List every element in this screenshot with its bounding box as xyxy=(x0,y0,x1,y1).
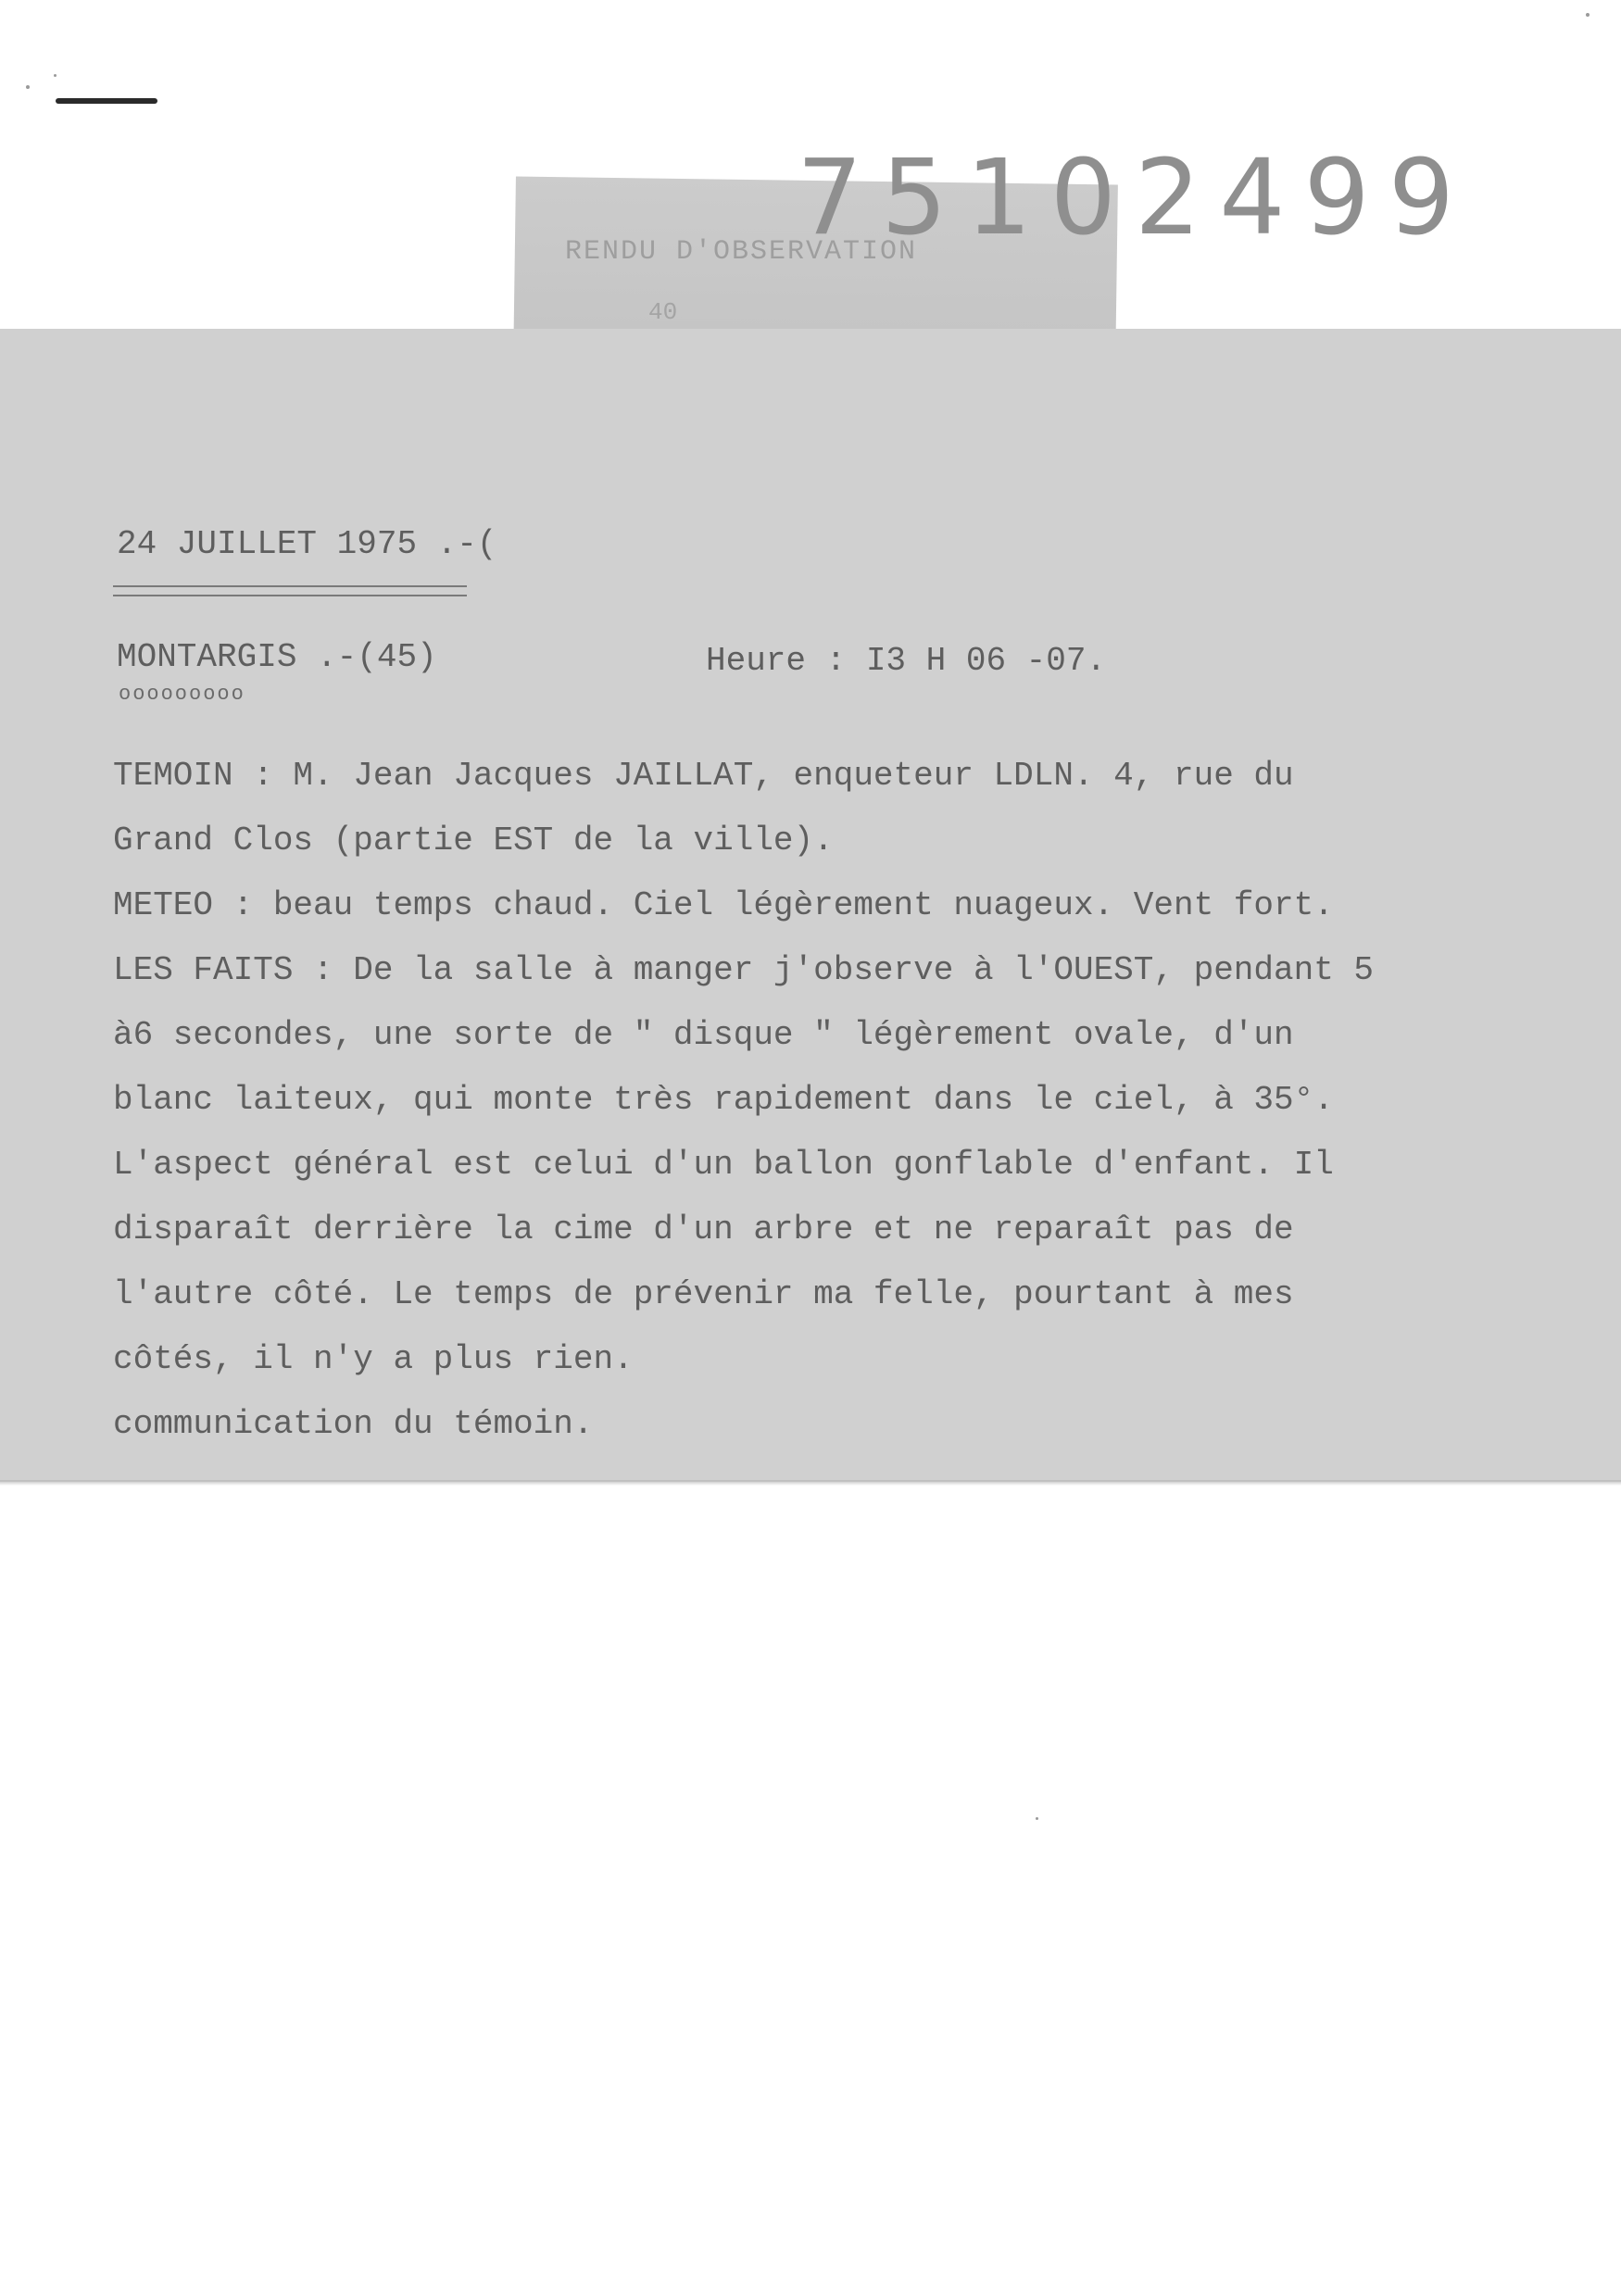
report-line: communication du témoin. xyxy=(113,1405,594,1443)
report-date: 24 JUILLET 1975 .-( xyxy=(117,525,497,563)
dust-speck xyxy=(26,85,30,89)
place-underline: ooooooooo xyxy=(119,683,245,706)
report-line: TEMOIN : M. Jean Jacques JAILLAT, enqueteur LDLN. 4, rue du xyxy=(113,757,1294,795)
scan-mark xyxy=(56,98,157,104)
dust-speck xyxy=(1036,1817,1038,1820)
report-card-edge xyxy=(0,1480,1621,1486)
archive-stamp-sub: 40 xyxy=(648,298,678,326)
report-place: MONTARGIS .-(45) xyxy=(117,638,437,676)
report-line: METEO : beau temps chaud. Ciel légèrement nuageux. Vent fort. xyxy=(113,886,1334,924)
dust-speck xyxy=(54,74,57,77)
dust-speck xyxy=(1586,13,1590,17)
report-time: Heure : I3 H 06 -07. xyxy=(706,642,1107,680)
report-line: blanc laiteux, qui monte très rapidement dans le ciel, à 35°. xyxy=(113,1081,1334,1119)
report-line: côtés, il n'y a plus rien. xyxy=(113,1340,634,1378)
report-line: à6 secondes, une sorte de " disque " légèrement ovale, d'un xyxy=(113,1016,1294,1054)
archive-stamp-text: RENDU D'OBSERVATION xyxy=(565,236,918,268)
report-line: Grand Clos (partie EST de la ville). xyxy=(113,822,834,859)
report-line: LES FAITS : De la salle à manger j'observe à l'OUEST, pendant 5 xyxy=(113,951,1375,989)
report-line: disparaît derrière la cime d'un arbre et ne reparaît pas de xyxy=(113,1211,1294,1248)
report-line: l'autre côté. Le temps de prévenir ma felle, pourtant à mes xyxy=(113,1275,1294,1313)
date-double-underline xyxy=(113,585,467,596)
report-line: L'aspect général est celui d'un ballon gonflable d'enfant. Il xyxy=(113,1146,1334,1184)
file-number: 75102499 xyxy=(797,138,1474,258)
